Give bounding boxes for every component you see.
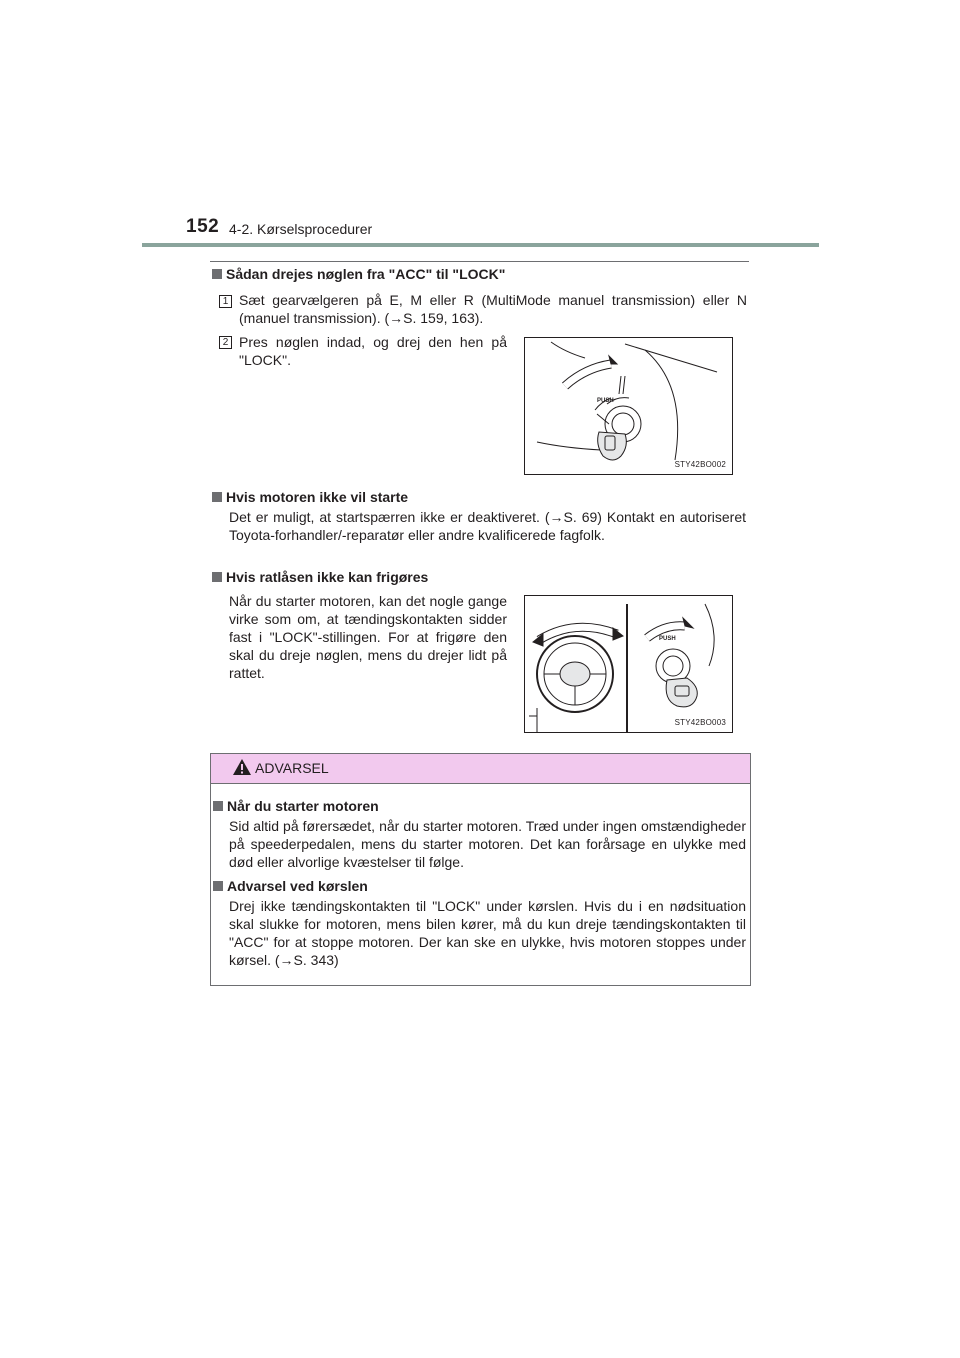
heading-square-icon	[213, 881, 223, 891]
step-text-1: Sæt gearvælgeren på E, M eller R (MultiMode manuel transmission) eller N (manuel transmission). (→S. 159, 163).	[239, 292, 747, 326]
warning-triangle-icon	[232, 758, 252, 776]
key-turn-illustration	[524, 337, 733, 475]
steering-lock-text: Når du starter motoren, kan det nogle gange virke som om, at tændingskontakten sidder fast i "LOCK"-stillingen. For at frigøre den skal du dreje nøglen, mens du drejer lidt på rattet.	[229, 593, 507, 681]
divider	[210, 261, 749, 262]
step-number-1: 1	[219, 295, 232, 308]
warning-title: ADVARSEL	[255, 760, 329, 776]
header-rule	[142, 243, 819, 247]
engine-not-starting-text: Det er muligt, at startspærren ikke er deaktiveret. (→S. 69) Kontakt en autoriseret Toyota-forhandler/-reparatør eller andre kvalificerede fagfolk.	[229, 509, 746, 543]
warning-heading-driving: Advarsel ved kørslen	[213, 877, 368, 895]
section-title: 4-2. Kørselsprocedurer	[229, 221, 373, 237]
section-heading-engine-not-starting: Hvis motoren ikke vil starte	[212, 488, 408, 506]
warning-box	[210, 753, 751, 986]
push-label: PUSH	[659, 636, 676, 642]
heading-square-icon	[212, 269, 222, 279]
section-heading-acc-lock: Sådan drejes nøglen fra "ACC" til "LOCK"	[212, 265, 505, 283]
steering-wheel-illustration	[524, 595, 733, 733]
figure-code: STY42BO002	[674, 460, 726, 469]
warning-header	[211, 754, 750, 784]
key-turn-drawing	[525, 338, 732, 474]
step-text-2: Pres nøglen indad, og drej den hen på "LOCK".	[239, 334, 507, 368]
section-heading-steering-lock: Hvis ratlåsen ikke kan frigøres	[212, 568, 428, 586]
warning-text-driving: Drej ikke tændingskontakten til "LOCK" under kørslen. Hvis du i en nødsituation skal slukke for motoren, mens bilen kører, må du kun dreje tændingskontakten til "ACC" for at stoppe motoren. Der kan ske en ulykke, hvis motoren stoppes under kørsel. (→S. 343)	[229, 898, 746, 968]
figure-code: STY42BO003	[674, 718, 726, 727]
step-number-2: 2	[219, 336, 232, 349]
heading-square-icon	[212, 492, 222, 502]
steering-wheel-drawing	[525, 596, 732, 732]
heading-square-icon	[213, 801, 223, 811]
heading-square-icon	[212, 572, 222, 582]
warning-text-starting: Sid altid på førersædet, når du starter motoren. Træd under ingen omstændigheder på speederpedalen, mens du starter motoren. Det kan forårsage en ulykke med død eller alvorlige kvæstelser til følge.	[229, 818, 746, 870]
page-number: 152	[186, 216, 220, 237]
push-label: PUSH	[597, 398, 614, 404]
warning-heading-starting: Når du starter motoren	[213, 797, 379, 815]
